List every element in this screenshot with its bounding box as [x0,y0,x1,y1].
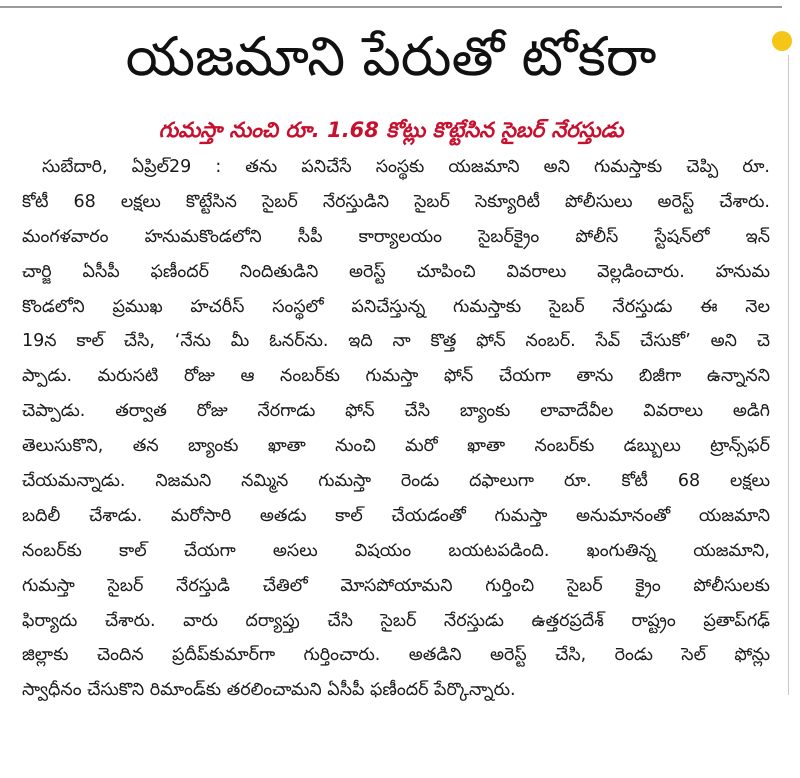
body-line: 19న కాల్ చేసి, ‘నేను మీ ఓనర్‌ను. ఇది నా కొత్త ఫోన్ నంబర్. సేవ్ చేసుకో’ అని చె [22,331,770,352]
body-line: మంగళవారం హనుమకొండలోని సీపీ కార్యాలయం సైబర్‌క్రైం పోలీస్ స్టేషన్‌లో ఇన్ [22,226,770,247]
body-line: జిల్లాకు చెందిన ప్రదీప్‌కుమార్‌గా గుర్తించారు. అతడిని అరెస్ట్ చేసి, రెండు సెల్ ఫోన్లు [22,645,770,666]
subheadline: గుమస్తా నుంచి రూ. 1.68 కోట్లు కొట్టేసిన సైబర్ నేరస్తుడు [158,118,624,142]
body-line: ఫిర్యాదు చేశారు. వారు దర్యాప్తు చేసి సైబర్ నేరస్తుడు ఉత్తరప్రదేశ్ రాష్ట్రం ప్రతాప్‌గఢ్ [22,610,770,631]
body-line: చెప్పాడు. తర్వాత రోజు నేరగాడు ఫోన్ చేసి బ్యాంకు లావాదేవీల వివరాలు అడిగి [22,401,770,422]
body-line: కోటీ 68 లక్షలు కొట్టేసిన సైబర్ నేరస్తుడిని సైబర్ సెక్యూరిటీ పోలీసులు అరెస్ట్ చేశారు. [22,191,770,212]
body-line: చేయమన్నాడు. నిజమని నమ్మిన గుమస్తా రెండు దఫాలుగా రూ. కోటీ 68 లక్షలు [22,471,770,492]
top-rule [0,6,782,8]
body-line: చార్జి ఏసీపీ ఫణీందర్ నిందితుడిని అరెస్ట్ చూపించి వివరాలు వెల్లడించారు. హనుమ [22,261,770,282]
body-line: తెలుసుకొని, తన బ్యాంకు ఖాతా నుంచి మరో ఖాతా నంబర్‌కు డబ్బులు ట్రాన్స్‌ఫర్ [22,436,770,457]
column-rule [788,55,789,695]
accent-dot-icon [772,31,792,51]
body-line: సుబేదారి, ఏప్రిల్29 : తను పనిచేసే సంస్థకు యజమాని అని గుమస్తాకు చెప్పి రూ. [42,157,770,177]
headline: యజమాని పేరుతో టోకరా [125,25,657,88]
body-line: స్వాధీనం చేసుకొని రిమాండ్‌కు తరలించామని ఏసీపీ ఫణీందర్ పేర్కొన్నారు. [22,680,516,701]
body-line: బదిలీ చేశాడు. మరోసారి అతడు కాల్ చేయడంతో గుమస్తా అనుమానంతో యజమాని [22,505,770,526]
body-line: నంబర్‌కు కాల్ చేయగా అసలు విషయం బయటపడింది. ఖంగుతిన్న యజమాని, [22,540,770,561]
body-line: కొండలోని ప్రముఖ హచరీస్ సంస్థలో పనిచేస్తున్న గుమస్తాకు సైబర్ నేరస్తుడు ఈ నెల [22,296,770,317]
article-body [22,150,770,708]
body-line: ప్పాడు. మరుసటి రోజు ఆ నంబర్‌కు గుమస్తా ఫోన్ చేయగా తాను బిజీగా ఉన్నానని [22,366,770,387]
body-line: గుమస్తా సైబర్ నేరస్తుడి చేతిలో మోసపోయామని గుర్తించి సైబర్ క్రైం పోలీసులకు [22,575,770,596]
